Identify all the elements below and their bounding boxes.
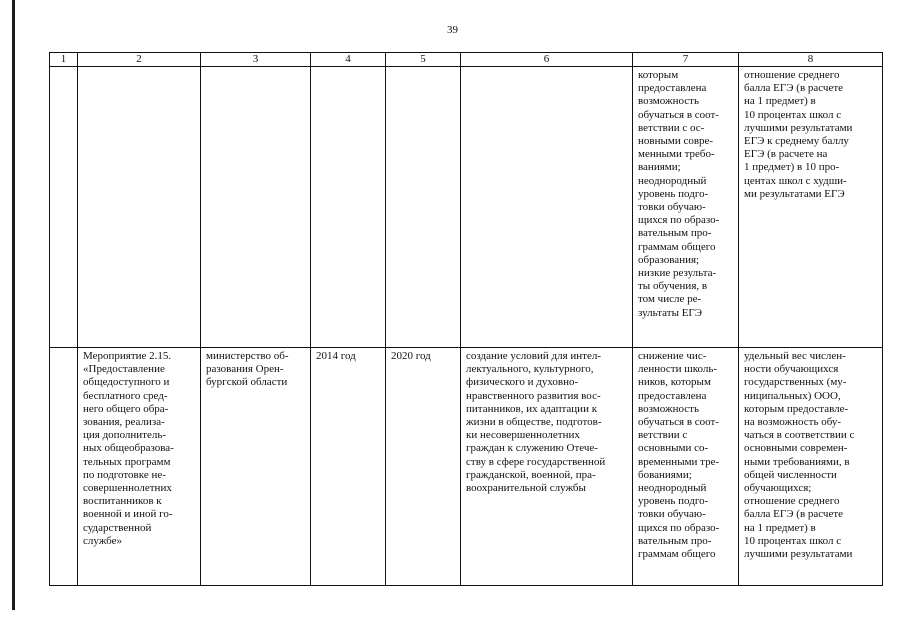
header-cell-8: 8 [739,53,883,67]
header-cell-3: 3 [201,53,311,67]
header-cell-1: 1 [50,53,78,67]
indicators-cell: удельный вес числен- ности обучающихся государственных (му- ниципальных) ООО, которым предоставле- на возможность обу- чаться в соответствии с основными современ- ными требованиями, в общей численности обучающихся; отношение среднего балла ЕГЭ (в расчете на 1 предмет) в 10 процентах школ с лучшими результатами [739,348,883,586]
header-row [50,53,883,67]
page-number: 39 [447,24,458,36]
consequences-cell: снижение чис- ленности школь- ников, которым предоставлена возможность обучаться в соот- ветствии с основными со- временными тре- бованиями; неоднородный уровень подго- товки обучаю- щихся по образо- вательным про- граммам общего [633,348,739,586]
row-number-cell [50,67,78,348]
table-row [50,348,883,586]
end-year-cell: 2020 год [386,348,461,586]
table-row [50,67,883,348]
activity-name-cell: Мероприятие 2.15. «Предоставление общедоступного и бесплатного сред- него общего обра- зования, реализа- ция дополнитель- ных общеобразова- тельных программ по подготовке не- совершеннолетних воспитанников к военной и иной го- сударственной службе» [78,348,201,586]
expected-result-cell: создание условий для интел- лектуального, культурного, физического и духовно- нравственного развития вос- питанников, их адаптации к жизни в обществе, подготов- ки несовершеннолетних граждан к служению Отече- ству в сфере государственной гражданской, военной, пра- воохранительной службы [461,348,633,586]
header-cell-7: 7 [633,53,739,67]
header-cell-2: 2 [78,53,201,67]
activity-name-cell [78,67,201,348]
consequences-cell: которым предоставлена возможность обучаться в соот- ветствии с ос- новными совре- менными требо- ваниями; неоднородный уровень подго- товки обучаю- щихся по образо- вательным про- граммам общего образования; низкие результа- ты обучения, в том числе ре- зультаты ЕГЭ [633,67,739,348]
indicators-cell: отношение среднего балла ЕГЭ (в расчете на 1 предмет) в 10 процентах школ с лучшими результатами ЕГЭ к среднему баллу ЕГЭ (в расчете на 1 предмет) в 10 про- центах школ с худши- ми результатами ЕГЭ [739,67,883,348]
row-number-cell [50,348,78,586]
start-year-cell: 2014 год [311,348,386,586]
end-year-cell [386,67,461,348]
start-year-cell [311,67,386,348]
header-cell-5: 5 [386,53,461,67]
header-cell-6: 6 [461,53,633,67]
program-table [49,52,883,586]
expected-result-cell [461,67,633,348]
executor-cell [201,67,311,348]
left-margin-rule [12,0,15,610]
header-cell-4: 4 [311,53,386,67]
executor-cell: министерство об- разования Орен- бургской области [201,348,311,586]
